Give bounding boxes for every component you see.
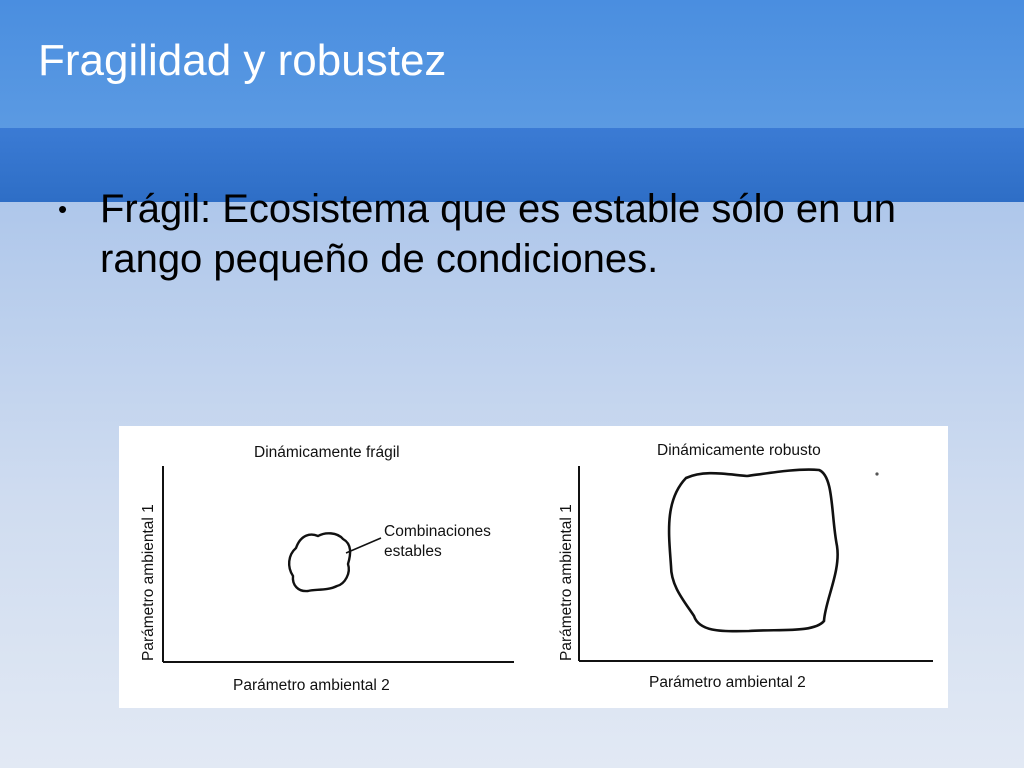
panel-robust-x-label: Parámetro ambiental 2 [649,674,806,691]
annotation-label-line1: Combinaciones [384,523,491,540]
stability-diagram [119,426,948,708]
annotation-label-line2: estables [384,543,442,560]
speck-mark [875,472,878,475]
stable-region-large [669,470,838,632]
panel-fragile-title: Dinámicamente frágil [254,444,400,461]
slide-title: Fragilidad y robustez [38,36,447,85]
panel-fragile [140,444,514,694]
bullet-item [58,184,978,284]
panel-robust-y-label: Parámetro ambiental 1 [558,504,575,661]
annotation-leader-line [346,538,381,553]
panel-fragile-x-label: Parámetro ambiental 2 [233,677,390,694]
panel-robust [558,442,933,691]
panel-fragile-y-label: Parámetro ambiental 1 [140,504,157,661]
stable-region-small [289,533,350,591]
bullet-icon: • [58,194,68,224]
bullet-text: Frágil: Ecosistema que es estable sólo en un rango pequeño de condiciones. [100,187,896,281]
stability-figure [119,426,948,708]
panel-robust-title: Dinámicamente robusto [657,442,821,459]
